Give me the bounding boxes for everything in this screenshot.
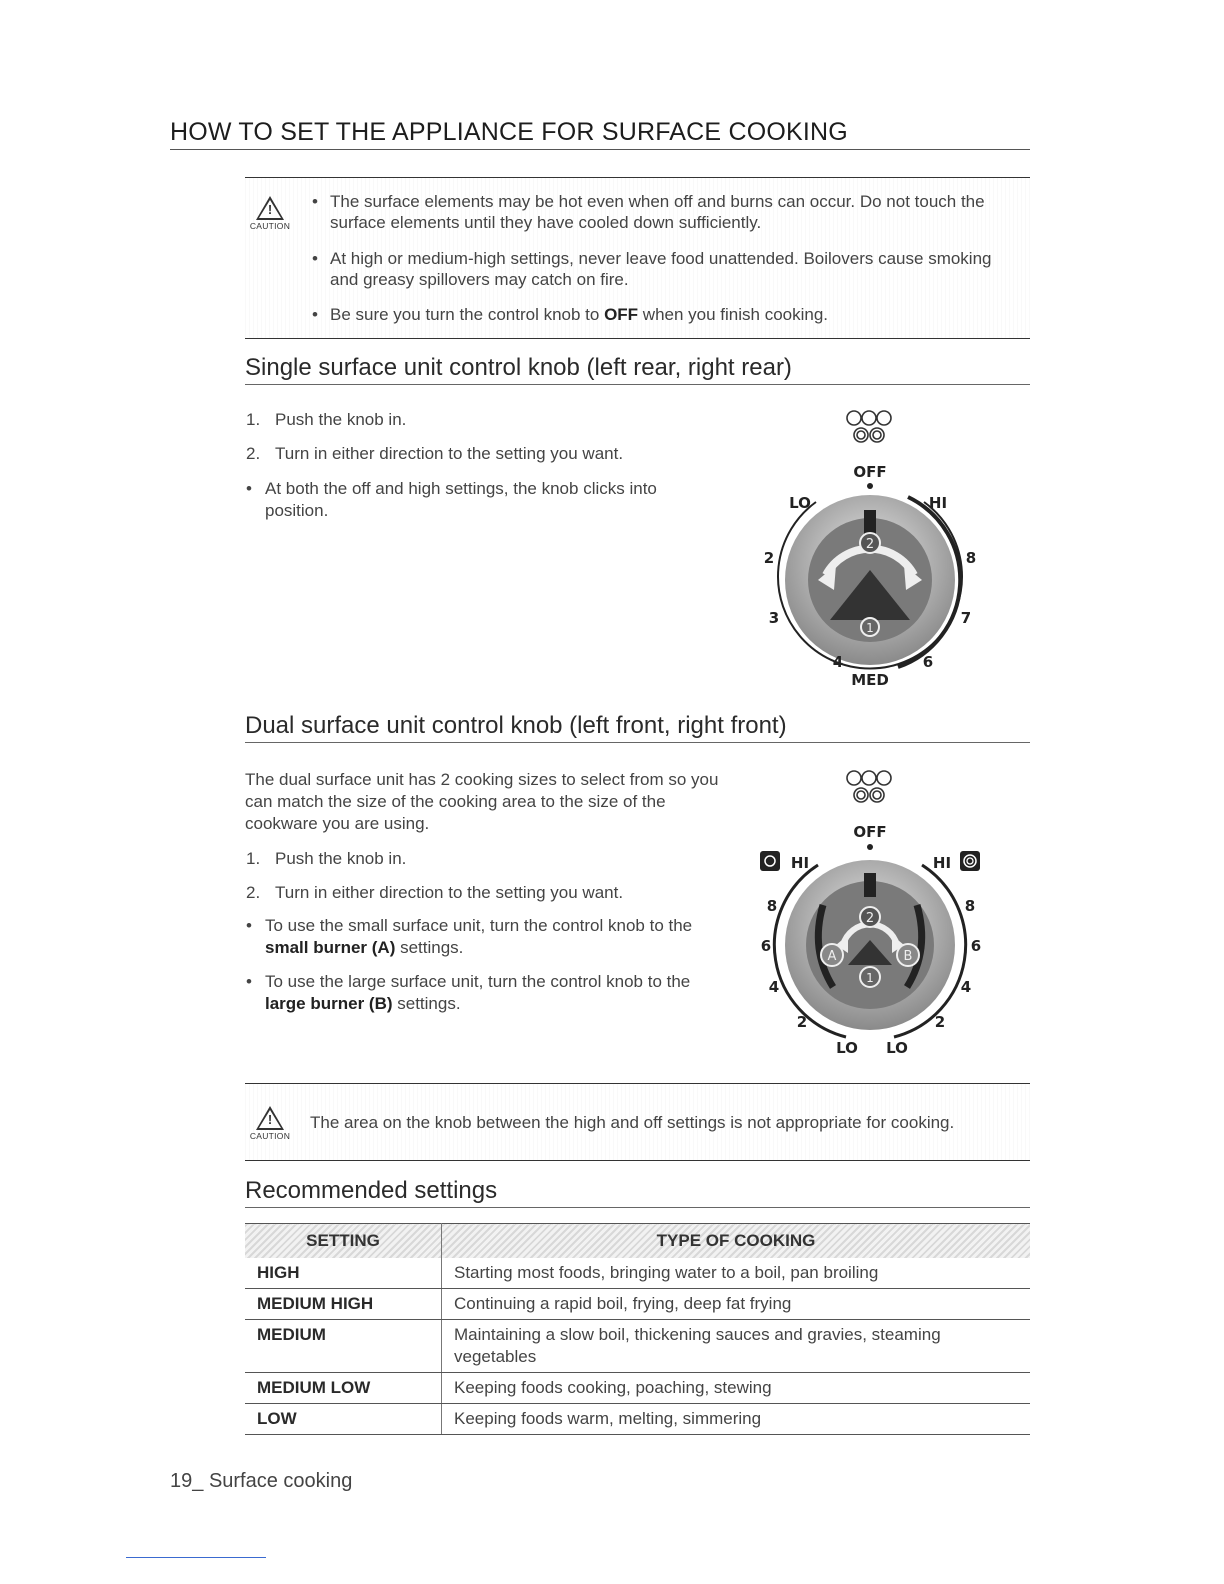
column-header-type: TYPE OF COOKING [442,1224,1031,1259]
off-label: OFF [853,463,887,481]
step-number: 2. [246,444,261,463]
lo-label: LO [886,1039,908,1057]
caution-label: CAUTION [249,221,291,231]
setting-cell: MEDIUM [245,1320,442,1373]
setting-label: 4 [832,653,844,671]
step-number: 2. [246,883,261,902]
recommended-settings-table [245,1223,1030,1435]
caution-icon: ! CAUTION [245,1106,295,1141]
setting-label: 2 [763,549,775,567]
dual-knob-diagram [748,765,998,1065]
recommended-heading: Recommended settings [245,1177,1030,1208]
setting-label: 7 [960,609,972,627]
setting-label: 2 [796,1013,808,1031]
setting-cell: MEDIUM HIGH [245,1289,442,1320]
setting-label: 6 [760,937,772,955]
caution-item: • At high or medium-high settings, never leave food unattended. Boilovers cause smoking and greasy spillovers may catch on fire. [312,249,992,289]
bullet-text: • At both the off and high settings, the knob clicks into position. [246,479,657,520]
caution-box-1 [245,177,1030,339]
setting-label: 4 [960,978,972,996]
setting-label: 8 [964,897,976,915]
page-footer: 19_ Surface cooking [170,1470,353,1492]
burner-size-icon [847,771,891,802]
caution-icon: ! CAUTION [245,196,295,231]
step-text: Turn in either direction to the setting you want. [275,444,624,463]
setting-label: 6 [922,653,934,671]
hi-label: HI [928,494,948,512]
burner-size-icon [847,411,891,442]
section-name: Surface cooking [208,1470,353,1492]
page-title: HOW TO SET THE APPLIANCE FOR SURFACE COOKING [170,118,1030,150]
caution-item: • The surface elements may be hot even when off and burns can occur. Do not touch the surface elements until they have cooled down sufficiently. [312,192,985,232]
bullet-text: • To use the large surface unit, turn the control knob to the large burner (B) settings. [246,972,691,1013]
type-cell: Keeping foods warm, melting, simmering [442,1404,1031,1435]
lo-label: LO [836,1039,858,1057]
burner-a-label: A [827,949,837,964]
table-row [245,1404,1030,1435]
bullet-text: • To use the small surface unit, turn the control knob to the small burner (A) settings. [246,916,693,957]
single-knob-diagram [748,405,988,690]
step-number: 1. [246,410,261,429]
type-cell: Continuing a rapid boil, frying, deep fat frying [442,1289,1031,1320]
dual-knob-heading: Dual surface unit control knob (left front, right front) [245,712,1030,743]
caution-label: CAUTION [249,1131,291,1141]
lo-label: LO [789,494,811,512]
step-number: 1. [246,849,261,868]
setting-cell: HIGH [245,1258,442,1289]
circle-label: 1 [866,971,874,985]
large-burner-icon [960,851,980,871]
single-knob-heading: Single surface unit control knob (left rear, right rear) [245,354,1030,385]
table-row [245,1258,1030,1289]
setting-label: 8 [766,897,778,915]
circle-label: 1 [866,621,874,635]
circle-label: 2 [865,911,875,926]
burner-b-label: B [903,949,913,964]
hi-label: HI [790,854,810,872]
type-cell: Starting most foods, bringing water to a boil, pan broiling [442,1258,1031,1289]
caution-text: The area on the knob between the high and off settings is not appropriate for cooking. [310,1113,955,1132]
table-row [245,1289,1030,1320]
setting-label: 4 [768,978,780,996]
caution-item: • Be sure you turn the control knob to OFF when you finish cooking. [312,305,829,324]
setting-cell: MEDIUM LOW [245,1373,442,1404]
med-label: MED [851,671,889,689]
type-cell: Keeping foods cooking, poaching, stewing [442,1373,1031,1404]
step-text: Turn in either direction to the setting you want. [275,883,624,902]
dual-intro: The dual surface unit has 2 cooking sizes to select from so you can match the size of the cooking area to the size of the cookware you are using. [245,770,719,833]
circle-label: 2 [865,537,875,552]
off-label: OFF [853,823,887,841]
setting-label: 2 [934,1013,946,1031]
caution-box-2 [245,1083,1030,1161]
page-number: 19 [170,1470,193,1492]
setting-label: 3 [768,609,780,627]
table-row [245,1320,1030,1373]
step-text: Push the knob in. [275,410,407,429]
type-cell: Maintaining a slow boil, thickening sauces and gravies, steaming vegetables [442,1320,1031,1373]
small-burner-icon [760,851,780,871]
setting-label: 8 [965,549,977,567]
setting-cell: LOW [245,1404,442,1435]
footer-rule [126,1557,266,1558]
table-row [245,1373,1030,1404]
hi-label: HI [932,854,952,872]
column-header-setting: SETTING [245,1224,442,1259]
setting-label: 6 [970,937,982,955]
step-text: Push the knob in. [275,849,407,868]
